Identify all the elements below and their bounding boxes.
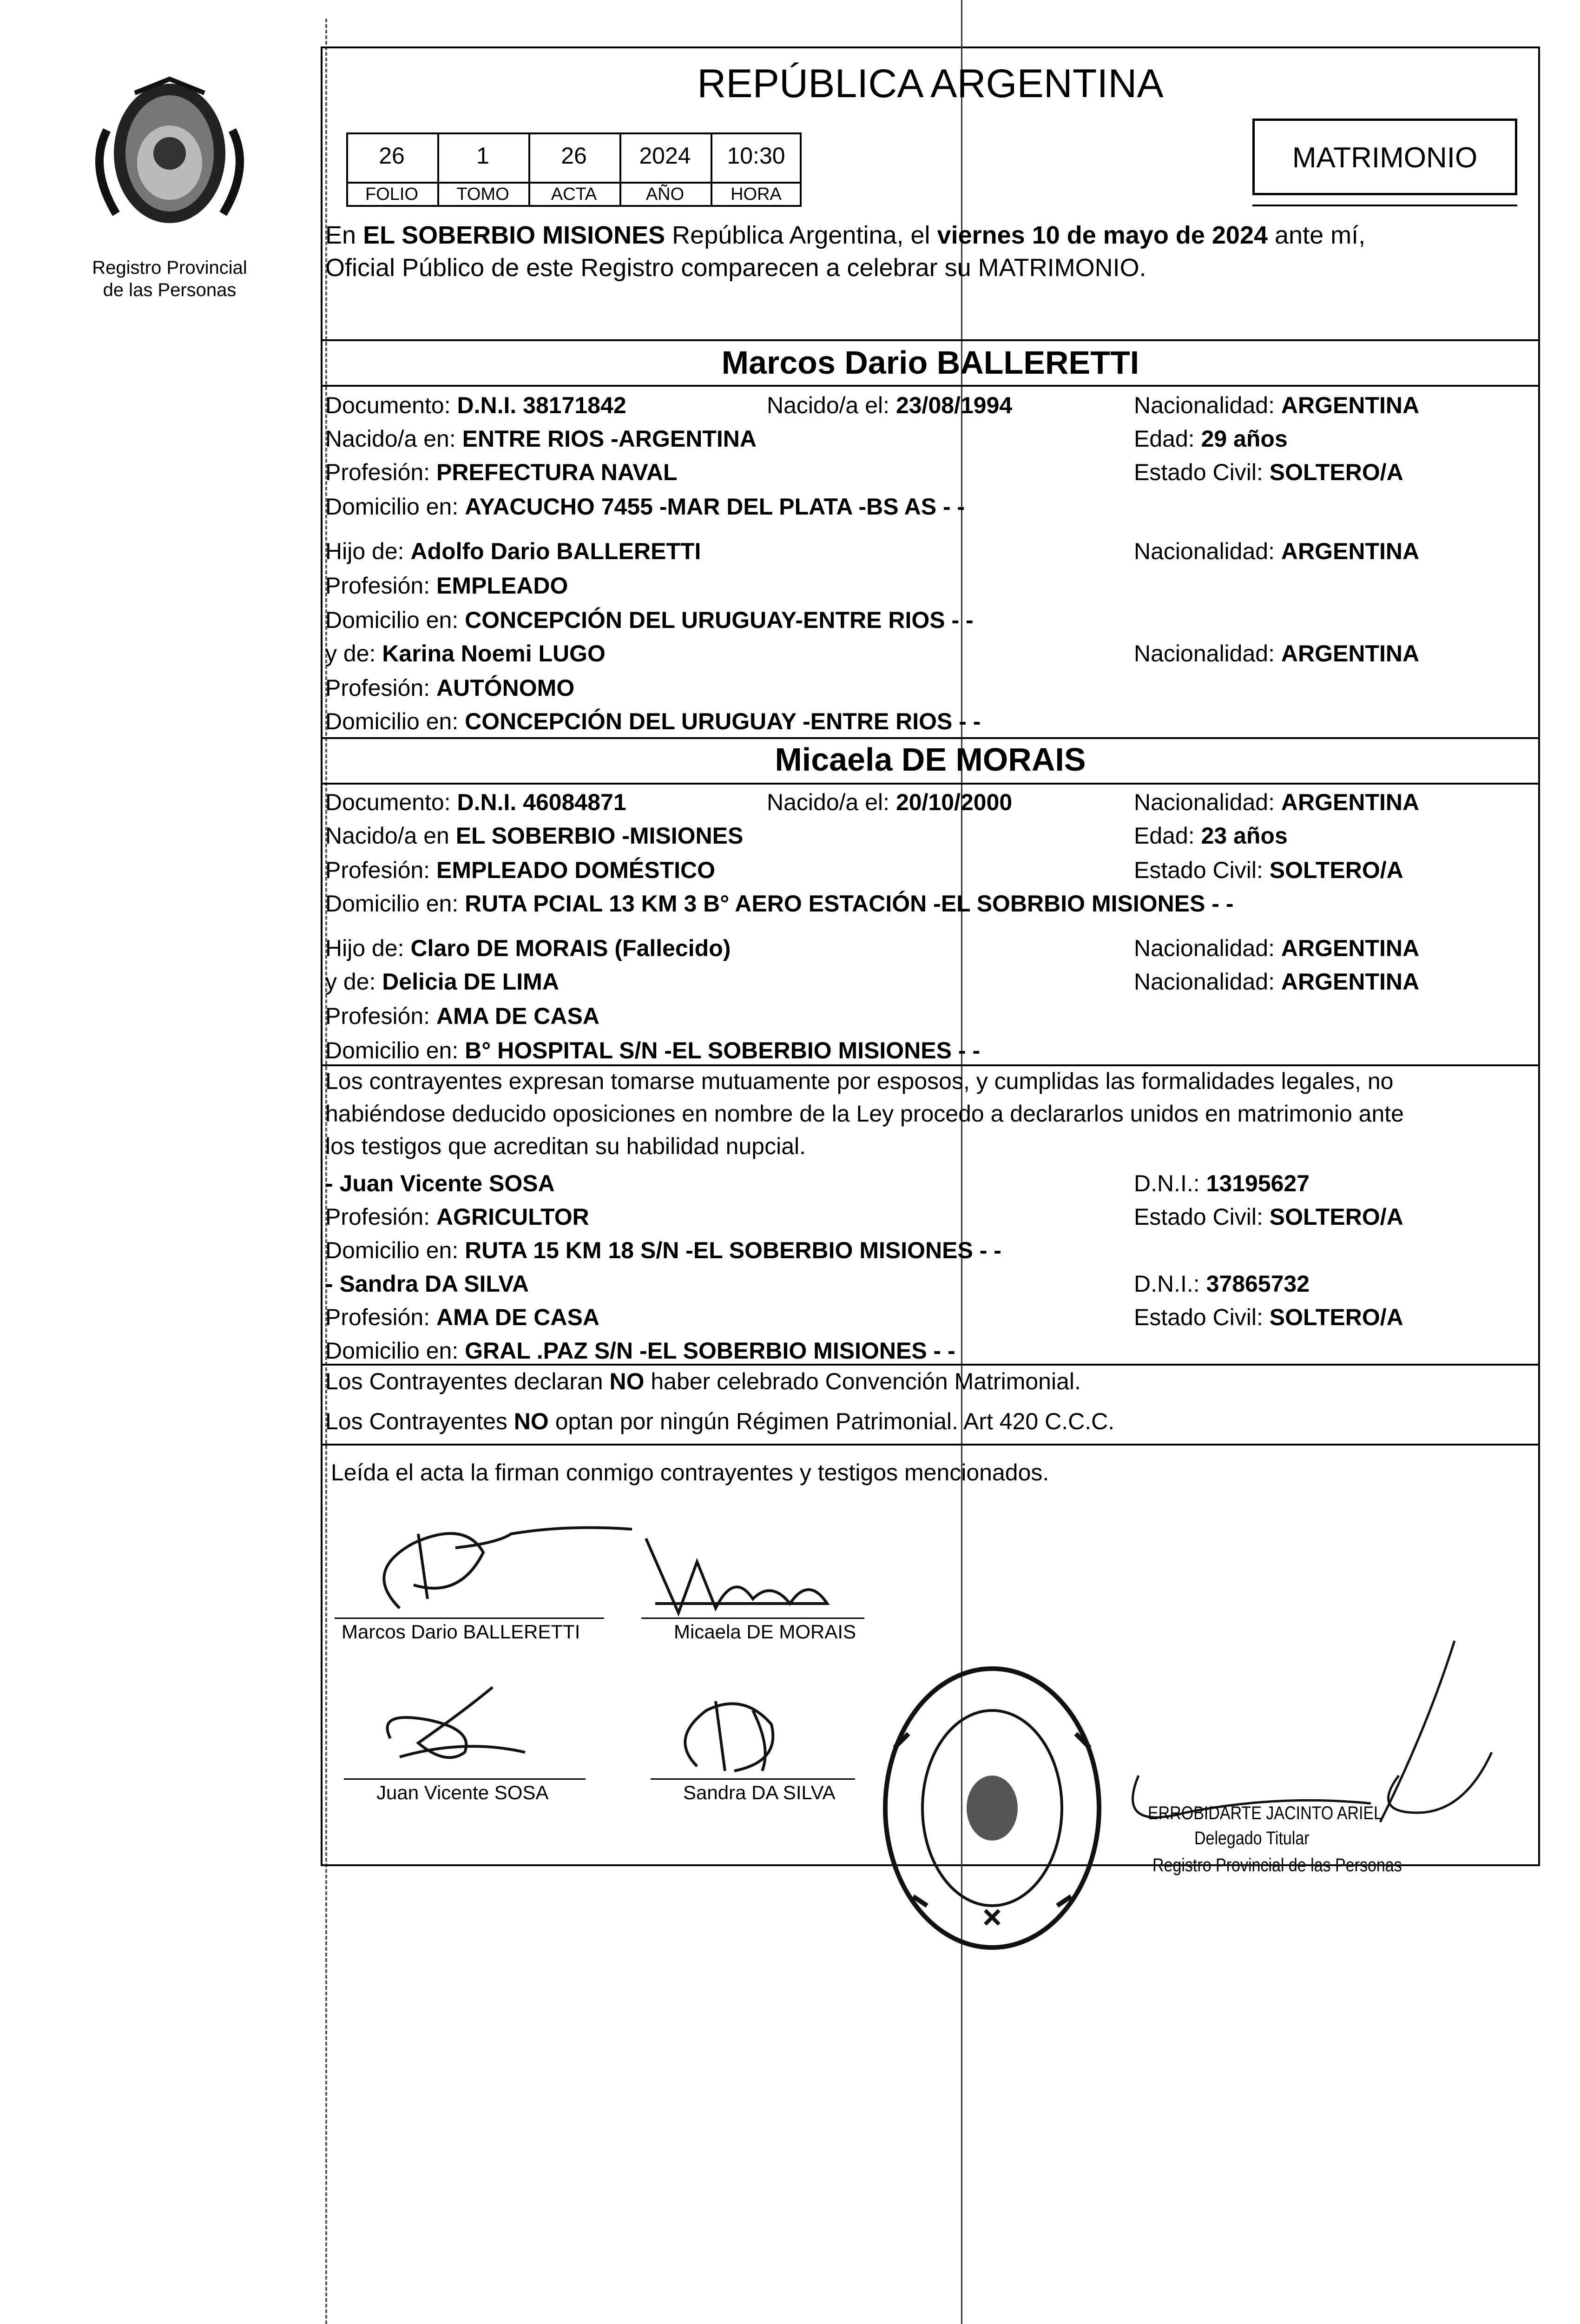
logo [79, 74, 260, 232]
act-type: MATRIMONIO [1292, 142, 1478, 174]
tomo-value: 1 [476, 143, 489, 169]
witness-1-address: Domicilio en: RUTA 15 KM 18 S/N -EL SOBERBIO MISIONES - - [325, 1237, 1001, 1263]
bride-address: Domicilio en: RUTA PCIAL 13 KM 3 B° AERO ESTACIÓN -EL SOBRBIO MISIONES - - [325, 891, 1234, 917]
declaration-line-3: los testigos que acreditan su habilidad nupcial. [325, 1133, 806, 1159]
closing-text: Leída el acta la firman conmigo contrayentes y testigos mencionados. [331, 1459, 1049, 1486]
bride-mother-nationality: Nacionalidad: ARGENTINA [1134, 969, 1420, 995]
bride-name: Micaela DE MORAIS [775, 741, 1086, 778]
groom-father-nationality: Nacionalidad: ARGENTINA [1134, 538, 1420, 564]
frame-right [1538, 46, 1540, 1866]
tomo-label: TOMO [456, 185, 509, 204]
groom-profession: Profesión: PREFECTURA NAVAL [325, 459, 678, 485]
hora-value: 10:30 [727, 143, 785, 169]
groom-civil-status: Estado Civil: SOLTERO/A [1134, 459, 1403, 485]
witness-1-civil-status: Estado Civil: SOLTERO/A [1134, 1204, 1403, 1230]
groom-age: Edad: 29 años [1134, 426, 1288, 452]
witness-2-name: - Sandra DA SILVA [325, 1271, 529, 1297]
declaration-line-2: habiéndose deducido oposiciones en nombre de la Ley procedo a declararlos unidos en matrimonio ante [325, 1101, 1404, 1127]
folio-value: 26 [379, 143, 405, 169]
witness-1-dni: D.N.I.: 13195627 [1134, 1170, 1310, 1196]
intro-line-2: Oficial Público de este Registro comparecen a celebrar su MATRIMONIO. [325, 254, 1146, 282]
hora-label: HORA [731, 185, 782, 204]
groom-mother: y de: Karina Noemi LUGO [325, 640, 606, 667]
groom-mother-profession: Profesión: AUTÓNOMO [325, 675, 575, 701]
frame-left [321, 46, 323, 1866]
bride-mother-profession: Profesión: AMA DE CASA [325, 1003, 599, 1029]
groom-born: Nacido/a el: 23/08/1994 [767, 392, 1013, 418]
record-table [346, 132, 802, 207]
groom-mother-nationality: Nacionalidad: ARGENTINA [1134, 640, 1420, 667]
witness-1-signature-label: Juan Vicente SOSA [376, 1782, 549, 1803]
bride-age: Edad: 23 años [1134, 823, 1288, 849]
groom-name: Marcos Dario BALLERETTI [721, 344, 1139, 381]
groom-father-profession: Profesión: EMPLEADO [325, 573, 568, 599]
anio-value: 2024 [639, 143, 691, 169]
logo-caption-2: de las Personas [103, 280, 237, 300]
official-role: Delegado Titular [1194, 1828, 1310, 1849]
witness-1-name: - Juan Vicente SOSA [325, 1170, 555, 1196]
act-type-underline [1252, 205, 1517, 206]
groom-doc: Documento: D.N.I. 38171842 [325, 392, 626, 418]
witness-1-signature [372, 1683, 539, 1766]
convention-line-1: Los Contrayentes declaran NO haber celebrado Convención Matrimonial. [325, 1368, 1081, 1394]
bride-father: Hijo de: Claro DE MORAIS (Fallecido) [325, 935, 731, 961]
official-office: Registro Provincial de las Personas [1152, 1855, 1402, 1875]
bride-profession: Profesión: EMPLEADO DOMÉSTICO [325, 857, 716, 883]
bride-mother-address: Domicilio en: B° HOSPITAL S/N -EL SOBERBIO MISIONES - - [325, 1037, 981, 1063]
witness-2-dni: D.N.I.: 37865732 [1134, 1271, 1310, 1297]
declaration-line-1: Los contrayentes expresan tomarse mutuamente por esposos, y cumplidas las formalidades legales, no [325, 1068, 1394, 1094]
groom-birthplace: Nacido/a en: ENTRE RIOS -ARGENTINA [325, 426, 757, 452]
intro-line-1: En EL SOBERBIO MISIONES República Argentina, el viernes 10 de mayo de 2024 ante mí, [325, 221, 1366, 249]
bride-mother: y de: Delicia DE LIMA [325, 969, 559, 995]
bride-nationality: Nacionalidad: ARGENTINA [1134, 789, 1420, 815]
witness-2-signature [660, 1683, 827, 1776]
bride-signature [641, 1534, 836, 1618]
witness-1-profession: Profesión: AGRICULTOR [325, 1204, 589, 1230]
frame-top [321, 46, 1540, 48]
groom-signature-label: Marcos Dario BALLERETTI [342, 1621, 580, 1643]
convention-line-2: Los Contrayentes NO optan por ningún Régimen Patrimonial. Art 420 C.C.C. [325, 1408, 1115, 1434]
bride-doc: Documento: D.N.I. 46084871 [325, 789, 626, 815]
groom-nationality: Nacionalidad: ARGENTINA [1134, 392, 1420, 418]
acta-label: ACTA [551, 185, 597, 204]
acta-value: 26 [561, 143, 587, 169]
official-seal [876, 1655, 1108, 1961]
groom-father-address: Domicilio en: CONCEPCIÓN DEL URUGUAY-ENTRE RIOS - - [325, 607, 974, 633]
page-title: REPÚBLICA ARGENTINA [697, 61, 1164, 106]
witness-2-address: Domicilio en: GRAL .PAZ S/N -EL SOBERBIO MISIONES - - [325, 1338, 955, 1364]
coat-of-arms-icon [79, 74, 260, 232]
witness-2-signature-label: Sandra DA SILVA [683, 1782, 836, 1803]
folio-label: FOLIO [365, 185, 419, 204]
anio-label: AÑO [645, 185, 685, 204]
bride-father-nationality: Nacionalidad: ARGENTINA [1134, 935, 1420, 961]
bride-civil-status: Estado Civil: SOLTERO/A [1134, 857, 1403, 883]
witness-2-civil-status: Estado Civil: SOLTERO/A [1134, 1304, 1403, 1330]
groom-mother-address: Domicilio en: CONCEPCIÓN DEL URUGUAY -ENTRE RIOS - - [325, 708, 981, 734]
groom-signature [344, 1515, 641, 1618]
logo-caption-1: Registro Provincial [92, 257, 247, 278]
groom-father: Hijo de: Adolfo Dario BALLERETTI [325, 538, 701, 564]
bride-birthplace: Nacido/a en EL SOBERBIO -MISIONES [325, 823, 744, 849]
groom-address: Domicilio en: AYACUCHO 7455 -MAR DEL PLATA -BS AS - - [325, 494, 965, 520]
witness-2-profession: Profesión: AMA DE CASA [325, 1304, 599, 1330]
bride-born: Nacido/a el: 20/10/2000 [767, 789, 1013, 815]
bride-signature-label: Micaela DE MORAIS [674, 1621, 856, 1643]
official-name: ERROBIDARTE JACINTO ARIEL [1148, 1803, 1383, 1823]
